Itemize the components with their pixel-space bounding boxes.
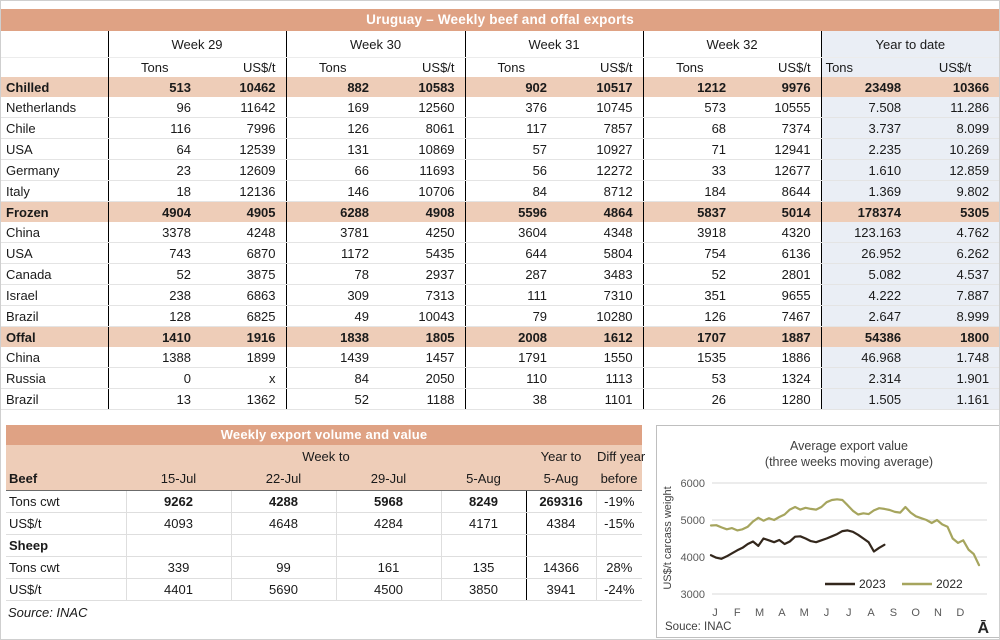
value-cell: 9.802 bbox=[911, 181, 999, 202]
value-cell: 54386 bbox=[821, 327, 911, 348]
y-axis-label: US$/t carcass weight bbox=[662, 486, 674, 590]
country-row bbox=[1, 222, 999, 243]
value-cell: 4864 bbox=[557, 202, 643, 223]
value-cell: -15% bbox=[596, 513, 642, 535]
value-cell: 7996 bbox=[201, 118, 286, 139]
value-cell: 126 bbox=[643, 306, 736, 327]
x-month-label: J bbox=[712, 607, 718, 619]
row-label: USA bbox=[1, 243, 108, 264]
value-cell: 1.748 bbox=[911, 347, 999, 368]
row-label: Sheep bbox=[6, 535, 126, 557]
value-cell: 5.082 bbox=[821, 264, 911, 285]
value-cell: 12560 bbox=[379, 97, 465, 118]
value-cell: 14366 bbox=[526, 557, 596, 579]
value-cell: 4648 bbox=[231, 513, 336, 535]
line-2022 bbox=[711, 499, 979, 565]
value-cell: 66 bbox=[286, 160, 379, 181]
value-cell: 6870 bbox=[201, 243, 286, 264]
row-label: Russia bbox=[1, 368, 108, 389]
value-cell: 12941 bbox=[736, 139, 821, 160]
value-cell: 1113 bbox=[557, 368, 643, 389]
value-cell: 49 bbox=[286, 306, 379, 327]
value-cell: 7313 bbox=[379, 285, 465, 306]
usdt-header: US$/t bbox=[600, 60, 633, 75]
value-cell: 7.887 bbox=[911, 285, 999, 306]
value-cell: 10462 bbox=[201, 77, 286, 97]
value-cell: 184 bbox=[643, 181, 736, 202]
y-tick-label: 4000 bbox=[680, 552, 705, 564]
x-month-label: N bbox=[934, 607, 942, 619]
year-to-date-header: Year to date bbox=[821, 31, 999, 58]
value-cell bbox=[126, 535, 231, 557]
row-label: Chile bbox=[1, 118, 108, 139]
value-cell: 169 bbox=[286, 97, 379, 118]
x-month-label: J bbox=[846, 607, 852, 619]
section-row-sheep bbox=[6, 535, 642, 557]
value-cell: 12272 bbox=[557, 160, 643, 181]
weekly-volume-value-area bbox=[6, 425, 646, 620]
value-cell: -19% bbox=[596, 491, 642, 513]
value-cell: 9262 bbox=[126, 491, 231, 513]
value-cell: 1838 bbox=[286, 327, 379, 348]
value-cell: 743 bbox=[108, 243, 201, 264]
value-cell: 126 bbox=[286, 118, 379, 139]
tons-header: Tons bbox=[108, 58, 201, 78]
section-row-frozen bbox=[1, 202, 999, 223]
row-label: Brazil bbox=[1, 389, 108, 410]
usdt-header: US$/t bbox=[911, 58, 999, 78]
value-cell: 1101 bbox=[557, 389, 643, 410]
row-label: Tons cwt bbox=[6, 491, 126, 513]
value-cell: 1439 bbox=[286, 347, 379, 368]
x-month-label: S bbox=[889, 607, 898, 619]
value-cell: 12609 bbox=[201, 160, 286, 181]
empty-cell bbox=[6, 445, 126, 467]
value-cell: 5435 bbox=[379, 243, 465, 264]
value-cell: 9655 bbox=[736, 285, 821, 306]
country-row bbox=[1, 368, 999, 389]
value-cell: 10583 bbox=[379, 77, 465, 97]
value-cell: 10869 bbox=[379, 139, 465, 160]
value-cell: 135 bbox=[441, 557, 526, 579]
value-cell: 3941 bbox=[526, 579, 596, 601]
value-cell: 1410 bbox=[108, 327, 201, 348]
week-32-header: Week 32 bbox=[643, 31, 821, 58]
row-label: Tons cwt bbox=[6, 557, 126, 579]
value-cell: 5014 bbox=[736, 202, 821, 223]
value-cell: 3.737 bbox=[821, 118, 911, 139]
value-cell: 2008 bbox=[465, 327, 557, 348]
value-cell: 2937 bbox=[379, 264, 465, 285]
value-cell: 1.901 bbox=[911, 368, 999, 389]
value-cell: 3850 bbox=[441, 579, 526, 601]
row-label: Frozen bbox=[1, 202, 108, 223]
country-row bbox=[1, 243, 999, 264]
value-cell: 26.952 bbox=[821, 243, 911, 264]
year-to-header: Year to bbox=[526, 445, 596, 467]
y-tick-label: 6000 bbox=[680, 478, 705, 490]
value-cell: 3918 bbox=[643, 222, 736, 243]
beef-section-header: Beef bbox=[6, 467, 126, 491]
value-cell: 53 bbox=[643, 368, 736, 389]
value-cell: 10927 bbox=[557, 139, 643, 160]
value-cell: 23498 bbox=[821, 77, 911, 97]
row-label: Italy bbox=[1, 181, 108, 202]
value-cell: 4348 bbox=[557, 222, 643, 243]
country-row bbox=[1, 306, 999, 327]
country-row bbox=[1, 97, 999, 118]
week-group-header-row bbox=[1, 31, 999, 58]
value-cell: 902 bbox=[465, 77, 557, 97]
value-cell: 3604 bbox=[465, 222, 557, 243]
source-note: Source: INAC bbox=[8, 605, 88, 620]
value-cell: 1362 bbox=[201, 389, 286, 410]
row-label: US$/t bbox=[6, 513, 126, 535]
row-label: Netherlands bbox=[1, 97, 108, 118]
value-cell bbox=[596, 535, 642, 557]
value-cell: 12677 bbox=[736, 160, 821, 181]
value-cell bbox=[526, 535, 596, 557]
section-row-offal bbox=[1, 327, 999, 348]
chart-title: Average export value bbox=[790, 439, 908, 453]
value-cell: 1535 bbox=[643, 347, 736, 368]
x-month-label: D bbox=[956, 607, 965, 619]
value-cell: 309 bbox=[286, 285, 379, 306]
line-2023 bbox=[711, 530, 884, 558]
value-cell: 4401 bbox=[126, 579, 231, 601]
value-cell: 2.314 bbox=[821, 368, 911, 389]
date-header: 15-Jul bbox=[126, 467, 231, 491]
value-cell: 1.369 bbox=[821, 181, 911, 202]
value-cell: 5690 bbox=[231, 579, 336, 601]
date-header: 22-Jul bbox=[231, 467, 336, 491]
value-cell: 52 bbox=[108, 264, 201, 285]
legend-label-2022: 2022 bbox=[936, 577, 963, 591]
value-cell: 4288 bbox=[231, 491, 336, 513]
value-cell: 1388 bbox=[108, 347, 201, 368]
row-label: Brazil bbox=[1, 306, 108, 327]
value-cell: 9976 bbox=[736, 77, 821, 97]
value-cell: 4905 bbox=[201, 202, 286, 223]
value-cell: 7.508 bbox=[821, 97, 911, 118]
value-cell: 7310 bbox=[557, 285, 643, 306]
before-header: before bbox=[596, 467, 642, 491]
value-cell: 3378 bbox=[108, 222, 201, 243]
value-cell: 6863 bbox=[201, 285, 286, 306]
tons-header: Tons bbox=[465, 58, 557, 78]
value-cell: 117 bbox=[465, 118, 557, 139]
value-cell: 64 bbox=[108, 139, 201, 160]
y-tick-label: 5000 bbox=[680, 515, 705, 527]
value-cell: 3781 bbox=[286, 222, 379, 243]
row-label: Canada bbox=[1, 264, 108, 285]
value-cell: 68 bbox=[643, 118, 736, 139]
value-cell: 4250 bbox=[379, 222, 465, 243]
week-29-header: Week 29 bbox=[108, 31, 286, 58]
value-cell: 11693 bbox=[379, 160, 465, 181]
value-cell: 8712 bbox=[557, 181, 643, 202]
tons-header: Tons bbox=[643, 58, 736, 78]
value-cell: 1707 bbox=[643, 327, 736, 348]
value-cell: 18 bbox=[108, 181, 201, 202]
value-cell: 10043 bbox=[379, 306, 465, 327]
weekly-exports-table bbox=[1, 31, 999, 410]
value-cell: 8.099 bbox=[911, 118, 999, 139]
value-cell: 79 bbox=[465, 306, 557, 327]
value-cell: 4384 bbox=[526, 513, 596, 535]
row-label: Israel bbox=[1, 285, 108, 306]
tons-header: Tons bbox=[286, 58, 379, 78]
value-cell: 6.262 bbox=[911, 243, 999, 264]
value-cell: 8644 bbox=[736, 181, 821, 202]
value-cell: 10517 bbox=[557, 77, 643, 97]
value-cell: 4.537 bbox=[911, 264, 999, 285]
value-cell: 5596 bbox=[465, 202, 557, 223]
value-cell: 128 bbox=[108, 306, 201, 327]
value-cell bbox=[441, 535, 526, 557]
value-cell: 1212 bbox=[643, 77, 736, 97]
row-label: China bbox=[1, 222, 108, 243]
weekly-exports-table-area bbox=[1, 9, 999, 410]
value-cell: 1457 bbox=[379, 347, 465, 368]
row-label: US$/t bbox=[6, 579, 126, 601]
value-cell: 2050 bbox=[379, 368, 465, 389]
value-cell: 754 bbox=[643, 243, 736, 264]
value-cell: 10555 bbox=[736, 97, 821, 118]
value-cell: 1800 bbox=[911, 327, 999, 348]
value-cell: 99 bbox=[231, 557, 336, 579]
week-to-header: Week to bbox=[126, 445, 526, 467]
country-row bbox=[1, 285, 999, 306]
value-cell: 2.647 bbox=[821, 306, 911, 327]
units-header-row bbox=[1, 58, 999, 78]
week-30-header: Week 30 bbox=[286, 31, 465, 58]
country-row bbox=[1, 347, 999, 368]
date-header: 29-Jul bbox=[336, 467, 441, 491]
row-label: Chilled bbox=[1, 77, 108, 97]
value-cell: 110 bbox=[465, 368, 557, 389]
chart-canvas bbox=[657, 426, 1000, 637]
y-tick-label: 3000 bbox=[680, 589, 705, 601]
x-month-label: A bbox=[867, 607, 875, 619]
x-month-label: F bbox=[733, 607, 741, 619]
value-cell: 4171 bbox=[441, 513, 526, 535]
value-cell: 1188 bbox=[379, 389, 465, 410]
value-cell: 5837 bbox=[643, 202, 736, 223]
value-cell: 10366 bbox=[911, 77, 999, 97]
value-cell: 4093 bbox=[126, 513, 231, 535]
value-cell: 178374 bbox=[821, 202, 911, 223]
value-cell: 238 bbox=[108, 285, 201, 306]
value-cell: 1172 bbox=[286, 243, 379, 264]
value-cell: 57 bbox=[465, 139, 557, 160]
value-cell: 1791 bbox=[465, 347, 557, 368]
metric-row bbox=[6, 513, 642, 535]
value-cell: 644 bbox=[465, 243, 557, 264]
week-31-header: Week 31 bbox=[465, 31, 643, 58]
value-cell: 2.235 bbox=[821, 139, 911, 160]
value-cell: 23 bbox=[108, 160, 201, 181]
value-cell: 71 bbox=[643, 139, 736, 160]
value-cell: 3875 bbox=[201, 264, 286, 285]
legend-label-2023: 2023 bbox=[859, 577, 886, 591]
value-cell: 78 bbox=[286, 264, 379, 285]
value-cell: 1916 bbox=[201, 327, 286, 348]
value-cell: 1805 bbox=[379, 327, 465, 348]
metric-row bbox=[6, 491, 642, 513]
span-header-row bbox=[6, 445, 642, 467]
value-cell: 11.286 bbox=[911, 97, 999, 118]
value-cell: 8249 bbox=[441, 491, 526, 513]
value-cell: -24% bbox=[596, 579, 642, 601]
value-cell: 84 bbox=[286, 368, 379, 389]
value-cell: 4320 bbox=[736, 222, 821, 243]
value-cell: 52 bbox=[643, 264, 736, 285]
value-cell: 1899 bbox=[201, 347, 286, 368]
value-cell: 513 bbox=[108, 77, 201, 97]
value-cell: 4904 bbox=[108, 202, 201, 223]
x-month-label: J bbox=[823, 607, 830, 619]
value-cell: 882 bbox=[286, 77, 379, 97]
value-cell: 573 bbox=[643, 97, 736, 118]
value-cell: 4.222 bbox=[821, 285, 911, 306]
corner-glyph: Ā bbox=[977, 620, 989, 637]
metric-row bbox=[6, 579, 642, 601]
value-cell: 96 bbox=[108, 97, 201, 118]
value-cell: 8061 bbox=[379, 118, 465, 139]
country-row bbox=[1, 118, 999, 139]
usdt-header: US$/t bbox=[243, 60, 276, 75]
date-header: 5-Aug bbox=[526, 467, 596, 491]
value-cell: 339 bbox=[126, 557, 231, 579]
value-cell: 8.999 bbox=[911, 306, 999, 327]
average-export-value-chart bbox=[656, 425, 1000, 638]
value-cell: 7467 bbox=[736, 306, 821, 327]
value-cell: 4248 bbox=[201, 222, 286, 243]
country-row bbox=[1, 264, 999, 285]
chart-subtitle: (three weeks moving average) bbox=[764, 455, 934, 469]
value-cell: 351 bbox=[643, 285, 736, 306]
value-cell bbox=[231, 535, 336, 557]
value-cell: 2801 bbox=[736, 264, 821, 285]
value-cell bbox=[336, 535, 441, 557]
value-cell: 4.762 bbox=[911, 222, 999, 243]
row-label: USA bbox=[1, 139, 108, 160]
volume-value-title: Weekly export volume and value bbox=[6, 425, 642, 445]
date-header-row bbox=[6, 467, 642, 491]
value-cell: 33 bbox=[643, 160, 736, 181]
value-cell: 269316 bbox=[526, 491, 596, 513]
x-month-label: M bbox=[755, 607, 765, 619]
value-cell: 0 bbox=[108, 368, 201, 389]
country-row bbox=[1, 389, 999, 410]
value-cell: 52 bbox=[286, 389, 379, 410]
value-cell: 1.610 bbox=[821, 160, 911, 181]
x-month-label: O bbox=[911, 607, 920, 619]
usdt-header: US$/t bbox=[778, 60, 811, 75]
value-cell: 4500 bbox=[336, 579, 441, 601]
value-cell: 56 bbox=[465, 160, 557, 181]
value-cell: 1324 bbox=[736, 368, 821, 389]
volume-value-table bbox=[6, 445, 646, 601]
country-row bbox=[1, 181, 999, 202]
row-label: China bbox=[1, 347, 108, 368]
value-cell: 6825 bbox=[201, 306, 286, 327]
value-cell: 5804 bbox=[557, 243, 643, 264]
value-cell: 1.161 bbox=[911, 389, 999, 410]
empty-corner-cell bbox=[1, 31, 108, 58]
value-cell: 10745 bbox=[557, 97, 643, 118]
value-cell: 6136 bbox=[736, 243, 821, 264]
x-month-label: M bbox=[799, 607, 809, 619]
value-cell: 4284 bbox=[336, 513, 441, 535]
value-cell: 123.163 bbox=[821, 222, 911, 243]
value-cell: 1550 bbox=[557, 347, 643, 368]
value-cell: 287 bbox=[465, 264, 557, 285]
metric-row bbox=[6, 557, 642, 579]
value-cell: 11642 bbox=[201, 97, 286, 118]
value-cell: 1.505 bbox=[821, 389, 911, 410]
exports-table-title: Uruguay – Weekly beef and offal exports bbox=[1, 9, 999, 31]
value-cell: 28% bbox=[596, 557, 642, 579]
usdt-header: US$/t bbox=[422, 60, 455, 75]
value-cell: 7374 bbox=[736, 118, 821, 139]
value-cell: 38 bbox=[465, 389, 557, 410]
value-cell: 6288 bbox=[286, 202, 379, 223]
value-cell: 84 bbox=[465, 181, 557, 202]
chart-source-note: Souce: INAC bbox=[665, 621, 732, 633]
value-cell: 12.859 bbox=[911, 160, 999, 181]
value-cell: 146 bbox=[286, 181, 379, 202]
row-label: Offal bbox=[1, 327, 108, 348]
value-cell: 131 bbox=[286, 139, 379, 160]
value-cell: 1886 bbox=[736, 347, 821, 368]
country-row bbox=[1, 139, 999, 160]
country-row bbox=[1, 160, 999, 181]
empty-cell bbox=[1, 58, 108, 78]
value-cell: 12136 bbox=[201, 181, 286, 202]
value-cell: 10.269 bbox=[911, 139, 999, 160]
value-cell: 1280 bbox=[736, 389, 821, 410]
value-cell: 3483 bbox=[557, 264, 643, 285]
value-cell: 1887 bbox=[736, 327, 821, 348]
value-cell: 12539 bbox=[201, 139, 286, 160]
value-cell: 46.968 bbox=[821, 347, 911, 368]
value-cell: 111 bbox=[465, 285, 557, 306]
value-cell: 13 bbox=[108, 389, 201, 410]
diff-year-header: Diff year bbox=[596, 445, 642, 467]
value-cell: 7857 bbox=[557, 118, 643, 139]
value-cell: 5968 bbox=[336, 491, 441, 513]
value-cell: 4908 bbox=[379, 202, 465, 223]
value-cell: x bbox=[201, 368, 286, 389]
tons-header: Tons bbox=[821, 58, 911, 78]
value-cell: 10280 bbox=[557, 306, 643, 327]
x-month-label: A bbox=[778, 607, 786, 619]
value-cell: 26 bbox=[643, 389, 736, 410]
value-cell: 1612 bbox=[557, 327, 643, 348]
value-cell: 10706 bbox=[379, 181, 465, 202]
value-cell: 376 bbox=[465, 97, 557, 118]
date-header: 5-Aug bbox=[441, 467, 526, 491]
value-cell: 161 bbox=[336, 557, 441, 579]
row-label: Germany bbox=[1, 160, 108, 181]
section-row-chilled bbox=[1, 77, 999, 97]
value-cell: 5305 bbox=[911, 202, 999, 223]
value-cell: 116 bbox=[108, 118, 201, 139]
